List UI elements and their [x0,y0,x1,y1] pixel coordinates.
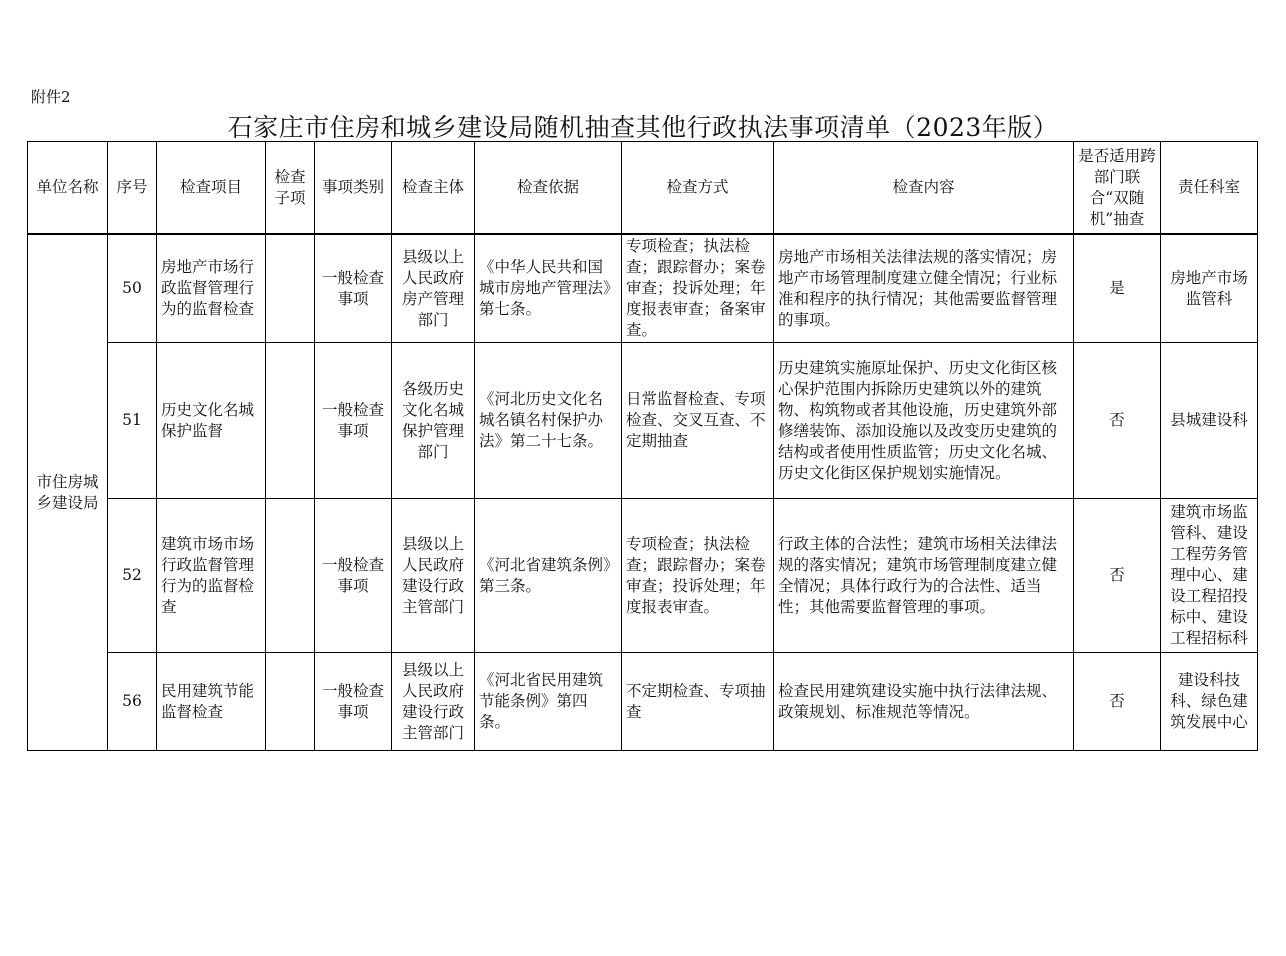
header-number: 序号 [108,142,157,235]
row-subitem [266,653,315,751]
row-joint: 否 [1074,653,1161,751]
table-row [28,234,1258,343]
header-method: 检查方式 [622,142,774,235]
row-number: 52 [108,499,157,653]
row-content: 历史建筑实施原址保护、历史文化街区核心保护范围内拆除历史建筑以外的建筑物、构筑物或者其他设施，历史建筑外部修缮装饰、添加设施以及改变历史建筑的结构或者使用性质监管；历史文化名城、历史文化街区保护规划实施情况。 [774,343,1074,499]
row-method: 日常监督检查、专项检查、交叉互查、不定期抽查 [622,343,774,499]
row-subject: 县级以上人民政府房产管理部门 [392,234,475,343]
row-subject: 县级以上人民政府建设行政主管部门 [392,653,475,751]
header-category: 事项类别 [315,142,392,235]
row-category: 一般检查事项 [315,343,392,499]
row-method: 不定期检查、专项抽查 [622,653,774,751]
table-row [28,499,1258,653]
row-item: 房地产市场行政监督管理行为的监督检查 [157,234,266,343]
header-joint-inspection: 是否适用跨部门联合“双随机”抽查 [1074,142,1161,235]
unit-name-cell: 市住房城乡建设局 [28,234,108,751]
row-basis: 《河北省民用建筑节能条例》第四条。 [475,653,622,751]
row-joint: 否 [1074,343,1161,499]
row-content: 行政主体的合法性；建筑市场相关法律法规的落实情况；建筑市场管理制度建立健全情况；具体行政行为的合法性、适当性；其他需要监督管理的事项。 [774,499,1074,653]
row-number: 50 [108,234,157,343]
row-number: 56 [108,653,157,751]
table-row [28,653,1258,751]
attachment-label: 附件2 [31,88,71,106]
row-dept: 建设科技科、绿色建筑发展中心 [1161,653,1258,751]
row-subitem [266,343,315,499]
row-content: 房地产市场相关法律法规的落实情况；房地产市场管理制度建立健全情况；行业标准和程序的执行情况；其他需要监督管理的事项。 [774,234,1074,343]
row-item: 历史文化名城保护监督 [157,343,266,499]
row-basis: 《河北历史文化名城名镇名村保护办法》第二十七条。 [475,343,622,499]
row-method: 专项检查；执法检查；跟踪督办；案卷审查；投诉处理；年度报表审查；备案审查。 [622,234,774,343]
inspection-table [27,141,1258,751]
header-subject: 检查主体 [392,142,475,235]
row-subitem [266,499,315,653]
row-number: 51 [108,343,157,499]
row-dept: 房地产市场监管科 [1161,234,1258,343]
row-subject: 各级历史文化名城保护管理部门 [392,343,475,499]
row-category: 一般检查事项 [315,499,392,653]
table-row [28,343,1258,499]
row-dept: 建筑市场监管科、建设工程劳务管理中心、建设工程招投标中、建设工程招标科 [1161,499,1258,653]
row-basis: 《河北省建筑条例》第三条。 [475,499,622,653]
header-responsible-dept: 责任科室 [1161,142,1258,235]
header-subitem: 检查子项 [266,142,315,235]
row-category: 一般检查事项 [315,234,392,343]
row-joint: 是 [1074,234,1161,343]
row-basis: 《中华人民共和国城市房地产管理法》第七条。 [475,234,622,343]
header-unit-name: 单位名称 [28,142,108,235]
document-title: 石家庄市住房和城乡建设局随机抽查其他行政执法事项清单（2023年版） [227,113,1059,142]
header-content: 检查内容 [774,142,1074,235]
header-basis: 检查依据 [475,142,622,235]
table-header-row [28,142,1258,235]
row-subject: 县级以上人民政府建设行政主管部门 [392,499,475,653]
row-content: 检查民用建筑建设实施中执行法律法规、政策规划、标准规范等情况。 [774,653,1074,751]
row-item: 建筑市场市场行政监督管理行为的监督检查 [157,499,266,653]
row-dept: 县城建设科 [1161,343,1258,499]
row-joint: 否 [1074,499,1161,653]
row-method: 专项检查；执法检查；跟踪督办；案卷审查；投诉处理；年度报表审查。 [622,499,774,653]
row-item: 民用建筑节能监督检查 [157,653,266,751]
row-subitem [266,234,315,343]
row-category: 一般检查事项 [315,653,392,751]
header-item: 检查项目 [157,142,266,235]
